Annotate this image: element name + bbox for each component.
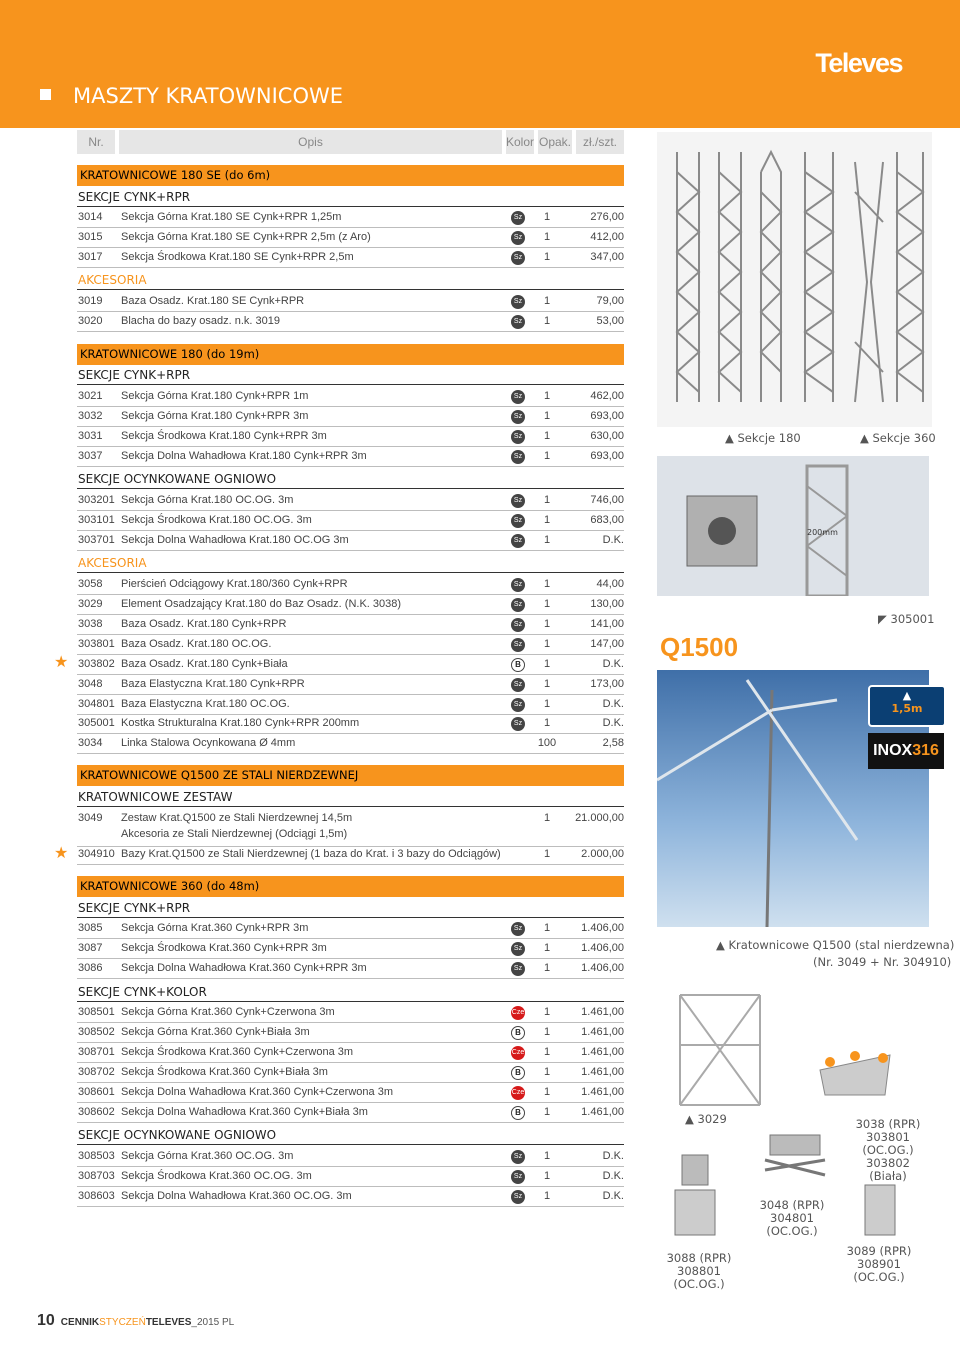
product-description: Sekcja Środkowa Krat.360 Cynk+Biała 3m [121,1066,328,1078]
color-badge: Sz [511,678,525,692]
bullet-square-icon [40,89,51,100]
product-description: Sekcja Górna Krat.180 SE Cynk+RPR 2,5m (z Aro) [121,231,371,243]
product-number: 3087 [78,942,103,954]
unit-price: 2,58 [602,737,624,749]
product-description: Sekcja Dolna Wahadłowa Krat.360 Cynk+RPR 3m [121,962,367,974]
section-header: KRATOWNICOWE 180 (do 19m) [77,344,624,365]
product-description: Sekcja Środkowa Krat.180 Cynk+RPR 3m [121,430,327,442]
caption-line: 3048 (RPR) [759,1198,825,1212]
caption-line: 304801 (OC.OG.) [766,1211,818,1238]
color-badge: Sz [511,618,525,632]
table-row [77,387,624,407]
package-qty: 1 [543,390,551,402]
package-qty: 1 [543,962,551,974]
product-number: 3020 [78,315,103,327]
inox-text: INOX [873,742,913,759]
product-description: Sekcja Dolna Wahadłowa Krat.360 Cynk+Biała 3m [121,1106,368,1118]
product-number: 305001 [78,717,115,729]
caption-305001: ◤ 305001 [878,612,935,626]
table-row [77,1083,624,1103]
package-qty: 1 [543,1190,551,1202]
table-row [77,845,624,865]
package-qty: 1 [543,578,551,590]
table-row [77,1167,624,1187]
color-badge: Sz [511,211,525,225]
caption-3029: ▲ 3029 [685,1112,727,1126]
package-qty: 1 [543,1170,551,1182]
length-arrow-icon: ▲ [902,689,912,702]
color-badge: Sz [511,494,525,508]
structural-cube-photo [657,456,929,596]
package-qty: 1 [543,812,551,824]
color-badge: Sz [511,231,525,245]
product-number: 3031 [78,430,103,442]
product-description: Bazy Krat.Q1500 ze Stali Nierdzewnej (1 baza do Krat. i 3 bazy do Odciągów) [121,848,501,860]
product-number: 303801 [78,638,115,650]
unit-price: 173,00 [590,678,624,690]
table-row [77,1023,624,1043]
caption-sekcje-360: ▲ Sekcje 360 [860,431,936,445]
package-qty: 1 [543,430,551,442]
product-number: 308703 [78,1170,115,1182]
package-qty: 1 [543,295,551,307]
table-row [77,655,624,675]
color-badge: Sz [511,942,525,956]
package-qty: 1 [543,410,551,422]
product-number: 3029 [78,598,103,610]
unit-price: 693,00 [590,410,624,422]
caption-line: 303801 (OC.OG.) [862,1130,914,1157]
color-badge: Sz [511,410,525,424]
page-footer [37,1312,234,1330]
subsection-header: SEKCJE CYNK+RPR [77,188,624,207]
product-number: 3058 [78,578,103,590]
unit-price: 1.461,00 [581,1086,624,1098]
cube-icon [657,456,929,596]
table-row [77,714,624,734]
package-qty: 1 [543,658,551,670]
q1500-label: Q1500 [660,632,739,662]
caption-3038 [848,1118,928,1183]
package-qty: 1 [543,942,551,954]
product-description: Baza Osadz. Krat.180 SE Cynk+RPR [121,295,305,307]
product-number: 304910 [78,848,115,860]
unit-price: 2.000,00 [581,848,624,860]
product-number: 308602 [78,1106,115,1118]
product-number: 303701 [78,534,115,546]
caption-line: 308901 (OC.OG.) [853,1257,905,1284]
table-row [77,248,624,268]
col-header-cena: zł./szt. [576,130,624,154]
unit-price: 141,00 [590,618,624,630]
footer-text: CENNIK [60,1317,100,1328]
package-qty: 1 [543,1026,551,1038]
unit-price: 1.461,00 [581,1106,624,1118]
product-number: 3049 [78,812,103,824]
unit-price: 412,00 [590,231,624,243]
package-qty: 1 [543,315,551,327]
product-number: 304801 [78,698,115,710]
product-number: 308603 [78,1190,115,1202]
color-badge: Sz [511,698,525,712]
flexible-base-icon [760,1130,830,1180]
cube-dimension: 200mm [807,528,838,537]
unit-price: 683,00 [590,514,624,526]
table-row [77,208,624,228]
page-title-text: MASZTY KRATOWNICOWE [73,84,344,108]
product-description: Sekcja Górna Krat.180 OC.OG. 3m [121,494,294,506]
package-qty: 1 [543,450,551,462]
table-row [77,1147,624,1167]
product-number: 3034 [78,737,103,749]
package-qty: 1 [543,618,551,630]
unit-price: 1.461,00 [581,1006,624,1018]
unit-price: 79,00 [596,295,624,307]
unit-price: D.K. [602,1190,624,1202]
table-row [77,809,624,847]
col-header-opak: Opak. [538,130,572,154]
product-number: 3017 [78,251,103,263]
color-badge: Sz [511,1150,525,1164]
inox-badge [868,733,944,769]
color-badge: Cze [511,1006,525,1020]
tower-base-icon [660,985,780,1110]
unit-price: 630,00 [590,430,624,442]
unit-price: D.K. [602,1170,624,1182]
caption-3088 [658,1252,740,1291]
unit-price: 276,00 [590,211,624,223]
product-description: Pierścień Odciągowy Krat.180/360 Cynk+RPR [121,578,348,590]
unit-price: 21.000,00 [575,812,624,824]
product-description: Sekcja Górna Krat.180 SE Cynk+RPR 1,25m [121,211,342,223]
table-row [77,531,624,551]
footer-text: STYCZEŃ [99,1317,146,1328]
product-number: 3086 [78,962,103,974]
base-3088-icon [670,1150,720,1240]
product-description: Sekcja Środkowa Krat.360 Cynk+Czerwona 3m [121,1046,354,1058]
product-number: 3032 [78,410,103,422]
color-badge: Cze [511,1086,525,1100]
product-description: Kostka Strukturalna Krat.180 Cynk+RPR 200mm [121,717,360,729]
table-row [77,695,624,715]
table-row [77,1187,624,1207]
page-title [40,84,343,108]
unit-price: 130,00 [590,598,624,610]
caption-sekcje-180: ▲ Sekcje 180 [725,431,801,445]
package-qty: 1 [543,1106,551,1118]
unit-price: 1.461,00 [581,1066,624,1078]
base-3089-icon [850,1180,910,1240]
product-description: Zestaw Krat.Q1500 ze Stali Nierdzewnej 14,5m [121,812,353,824]
unit-price: 1.406,00 [581,922,624,934]
product-description: Sekcja Dolna Wahadłowa Krat.180 Cynk+RPR 3m [121,450,367,462]
unit-price: D.K. [602,534,624,546]
table-row [77,919,624,939]
package-qty: 1 [543,211,551,223]
section-header: KRATOWNICOWE 360 (do 48m) [77,876,624,897]
table-row [77,292,624,312]
unit-price: 147,00 [590,638,624,650]
table-row [77,1003,624,1023]
product-description: Baza Elastyczna Krat.180 Cynk+RPR [121,678,305,690]
package-qty: 1 [543,1086,551,1098]
color-badge: Sz [511,922,525,936]
product-description: Sekcja Górna Krat.360 Cynk+RPR 3m [121,922,309,934]
page-number: 10 [37,1312,55,1329]
unit-price: 746,00 [590,494,624,506]
color-badge: Sz [511,1170,525,1184]
new-star-icon: ★ [54,652,69,671]
unit-price: 44,00 [596,578,624,590]
base-plate-icon [815,1050,895,1100]
product-number: 308501 [78,1006,115,1018]
caption-line: 3088 (RPR) [666,1251,732,1265]
product-number: 308701 [78,1046,115,1058]
color-badge: Sz [511,534,525,548]
unit-price: 1.406,00 [581,962,624,974]
product-number: 308702 [78,1066,115,1078]
lattice-sections-photo [657,132,932,427]
subsection-header: SEKCJE CYNK+RPR [77,366,624,385]
footer-text: _2015 PL [191,1317,235,1328]
table-row [77,675,624,695]
package-qty: 1 [543,638,551,650]
product-description: Sekcja Górna Krat.360 Cynk+Czerwona 3m [121,1006,335,1018]
product-description: Sekcja Środkowa Krat.360 OC.OG. 3m [121,1170,312,1182]
package-qty: 1 [543,514,551,526]
col-header-nr: Nr. [77,130,115,154]
subsection-header: SEKCJE CYNK+KOLOR [77,983,624,1002]
product-description: Sekcja Środkowa Krat.360 Cynk+RPR 3m [121,942,327,954]
unit-price: D.K. [602,698,624,710]
length-badge [868,685,946,727]
table-row [77,312,624,332]
package-qty: 1 [543,1046,551,1058]
color-badge: Sz [511,450,525,464]
caption-line: 3089 (RPR) [846,1244,912,1258]
product-description: Sekcja Środkowa Krat.180 SE Cynk+RPR 2,5m [121,251,354,263]
product-description: Sekcja Dolna Wahadłowa Krat.360 OC.OG. 3m [121,1190,352,1202]
col-header-kolor: Kolor [506,130,534,154]
product-description: Linka Stalowa Ocynkowana Ø 4mm [121,737,296,749]
package-qty: 1 [543,598,551,610]
unit-price: 1.406,00 [581,942,624,954]
package-qty: 100 [537,737,557,749]
color-badge: Sz [511,295,525,309]
product-description: Baza Osadz. Krat.180 Cynk+Biała [121,658,288,670]
subsection-header: SEKCJE OCYNKOWANE OGNIOWO [77,470,624,489]
color-badge: Cze [511,1046,525,1060]
product-description: Sekcja Dolna Wahadłowa Krat.360 Cynk+Czerwona 3m [121,1086,393,1098]
inox-grade: 316 [912,742,939,759]
subsection-header: AKCESORIA [77,271,624,290]
tower-sections-icon [657,132,932,427]
unit-price: D.K. [602,717,624,729]
package-qty: 1 [543,698,551,710]
color-badge: Sz [511,514,525,528]
table-row [77,635,624,655]
product-number: 3048 [78,678,103,690]
color-badge: Sz [511,251,525,265]
unit-price: 693,00 [590,450,624,462]
caption-q1500-codes: (Nr. 3049 + Nr. 304910) [813,955,952,969]
table-row [77,615,624,635]
product-description: Sekcja Górna Krat.360 Cynk+Biała 3m [121,1026,310,1038]
brand-logo: Televes [815,48,902,78]
product-number: 3037 [78,450,103,462]
package-qty: 1 [543,1150,551,1162]
color-badge: Sz [511,578,525,592]
product-description: Sekcja Dolna Wahadłowa Krat.180 OC.OG 3m [121,534,349,546]
product-number: 3038 [78,618,103,630]
package-qty: 1 [543,231,551,243]
package-qty: 1 [543,1066,551,1078]
package-qty: 1 [543,678,551,690]
product-description: Element Osadzający Krat.180 do Baz Osadz. (N.K. 3038) [121,598,402,610]
unit-price: 53,00 [596,315,624,327]
caption-3048 [752,1199,832,1238]
color-badge: Sz [511,1190,525,1204]
color-badge: Sz [511,315,525,329]
product-number: 308503 [78,1150,115,1162]
caption-line: 303802 (Biała) [866,1156,910,1183]
unit-price: D.K. [602,658,624,670]
caption-line: 308801 (OC.OG.) [673,1264,725,1291]
table-row [77,407,624,427]
table-row [77,575,624,595]
color-badge: Sz [511,598,525,612]
table-row [77,427,624,447]
package-qty: 1 [543,717,551,729]
subsection-header: SEKCJE OCYNKOWANE OGNIOWO [77,1126,624,1145]
color-badge: B [511,658,525,672]
product-description: Baza Osadz. Krat.180 OC.OG. [121,638,272,650]
package-qty: 1 [543,534,551,546]
caption-line: 3038 (RPR) [855,1117,921,1131]
table-row [77,734,624,754]
product-number: 308601 [78,1086,115,1098]
color-badge: Sz [511,430,525,444]
color-badge: Sz [511,638,525,652]
product-description: Sekcja Środkowa Krat.180 OC.OG. 3m [121,514,312,526]
table-row [77,228,624,248]
col-header-opis: Opis [119,130,502,154]
section-header: KRATOWNICOWE 180 SE (do 6m) [77,165,624,186]
subsection-header: AKCESORIA [77,554,624,573]
unit-price: 462,00 [590,390,624,402]
color-badge: Sz [511,390,525,404]
product-number: 303201 [78,494,115,506]
product-number: 303802 [78,658,115,670]
package-qty: 1 [543,494,551,506]
section-header: KRATOWNICOWE Q1500 ZE STALI NIERDZEWNEJ [77,765,624,786]
table-row [77,595,624,615]
product-number: 308502 [78,1026,115,1038]
package-qty: 1 [543,922,551,934]
color-badge: Sz [511,717,525,731]
color-badge: B [511,1066,525,1080]
color-badge: B [511,1026,525,1040]
unit-price: 347,00 [590,251,624,263]
product-number: 3015 [78,231,103,243]
table-row [77,959,624,979]
color-badge: Sz [511,962,525,976]
table-row [77,1043,624,1063]
table-row [77,447,624,467]
product-number: 3085 [78,922,103,934]
table-row [77,1103,624,1123]
color-badge: B [511,1106,525,1120]
product-description: Sekcja Górna Krat.180 Cynk+RPR 3m [121,410,309,422]
product-number: 303101 [78,514,115,526]
caption-q1500: ▲ Kratownicowe Q1500 (stal nierdzewna) [716,938,955,952]
product-description-line2: Akcesoria ze Stali Nierdzewnej (Odciągi 1,5m) [121,828,348,840]
unit-price: D.K. [602,1150,624,1162]
package-qty: 1 [543,1006,551,1018]
product-description: Sekcja Górna Krat.360 OC.OG. 3m [121,1150,294,1162]
table-row [77,939,624,959]
package-qty: 1 [543,848,551,860]
product-number: 3019 [78,295,103,307]
package-qty: 1 [543,251,551,263]
unit-price: 1.461,00 [581,1026,624,1038]
product-number: 3021 [78,390,103,402]
new-star-icon: ★ [54,843,69,862]
subsection-header: SEKCJE CYNK+RPR [77,899,624,918]
length-value: 1,5m [891,702,923,715]
product-description: Sekcja Górna Krat.180 Cynk+RPR 1m [121,390,309,402]
table-row [77,511,624,531]
footer-text: TELEVES [145,1317,192,1328]
product-description: Baza Elastyczna Krat.180 OC.OG. [121,698,290,710]
caption-3089 [838,1245,920,1284]
product-number: 3014 [78,211,103,223]
unit-price: 1.461,00 [581,1046,624,1058]
product-description: Blacha do bazy osadz. n.k. 3019 [121,315,280,327]
subsection-header: KRATOWNICOWE ZESTAW [77,788,624,807]
table-row [77,491,624,511]
table-row [77,1063,624,1083]
product-description: Baza Osadz. Krat.180 Cynk+RPR [121,618,287,630]
